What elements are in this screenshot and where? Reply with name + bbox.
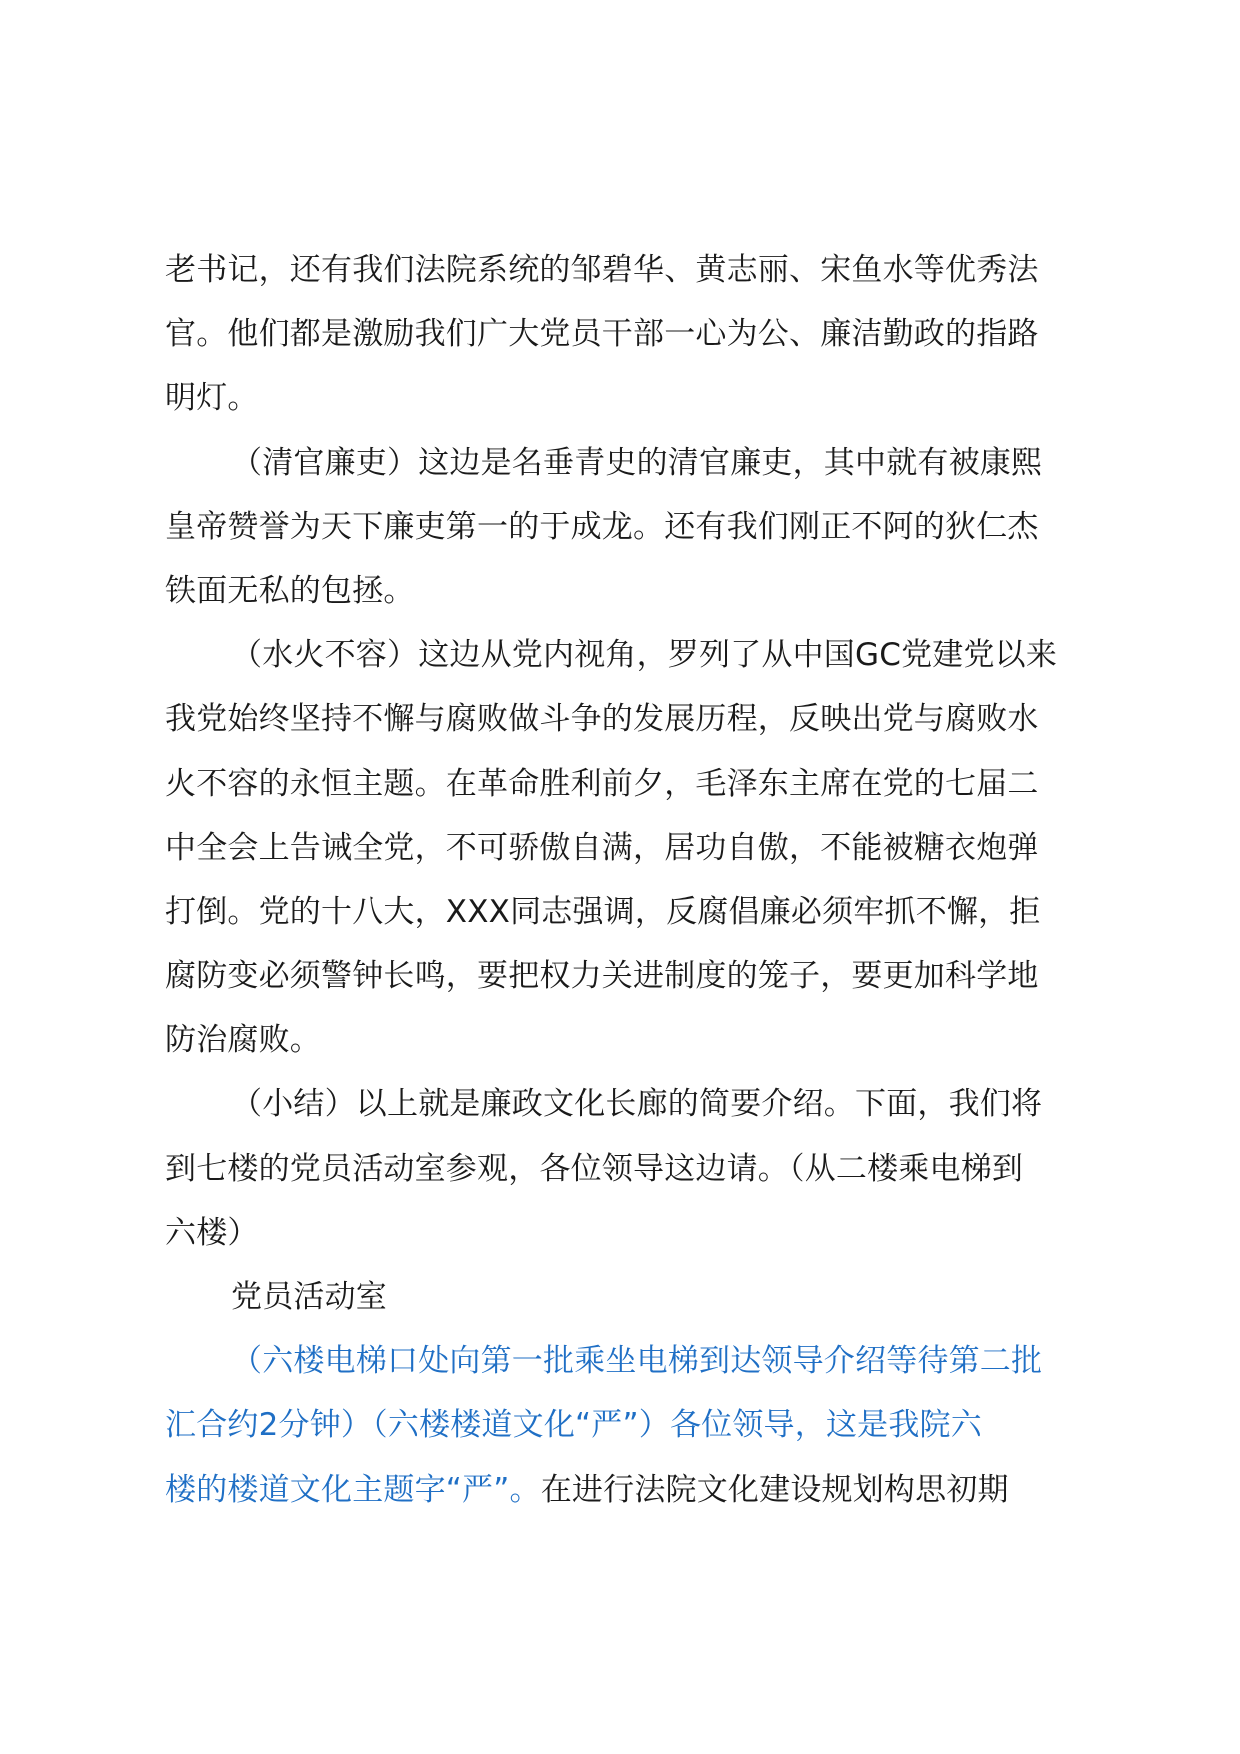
paragraph-model-figures-line-1: 老书记，还有我们法院系统的邹碧华、黄志丽、宋鱼水等优秀法 [165, 252, 1039, 288]
paragraph-summary-line-1: （小结）以上就是廉政文化长廊的简要介绍。下面，我们将 [231, 1086, 1043, 1123]
paragraph-incompatible-line-6: 腐防变必须警钟长鸣，要把权力关进制度的笼子，要更加科学地 [165, 958, 1039, 995]
paragraph-incompatible-line-3: 火不容的永恒主题。在革命胜利前夕，毛泽东主席在党的七届二 [165, 765, 1039, 802]
blue-paragraph-line-3-black-part: 在进行法院文化建设规划构思初期 [540, 1471, 1009, 1508]
paragraph-summary-line-2: 到七楼的党员活动室参观，各位领导这边请。（从二楼乘电梯到 [165, 1150, 1024, 1187]
paragraph-honest-officials-line-2: 皇帝赞誉为天下廉吏第一的于成龙。还有我们刚正不阿的狄仁杰 [165, 508, 1039, 545]
blue-paragraph-line-2: 汇合约2分钟）（六楼楼道文化“严”）各位领导，这是我院六 [165, 1407, 982, 1444]
blue-paragraph-line-1: （六楼电梯口处向第一批乘坐电梯到达领导介绍等待第二批 [231, 1343, 1043, 1380]
blue-paragraph-line-3 [165, 1458, 1110, 1522]
paragraph-incompatible-line-2: 我党始终坚持不懈与腐败做斗争的发展历程，反映出党与腐败水 [165, 701, 1039, 738]
paragraph-honest-officials-line-3: 铁面无私的包拯。 [165, 572, 415, 609]
paragraph-model-figures-line-3: 明灯。 [165, 380, 259, 417]
paragraph-incompatible-line-5: 打倒。党的十八大，XXX同志强调，反腐倡廉必须牢抓不懈，拒 [165, 893, 1041, 930]
paragraph-incompatible-line-4: 中全会上告诫全党，不可骄傲自满，居功自傲，不能被糖衣炮弹 [165, 829, 1039, 866]
paragraph-incompatible-line-1: （水火不容）这边从党内视角，罗列了从中国GC党建党以来 [231, 637, 1058, 674]
paragraph-summary-line-3: 六楼） [165, 1214, 259, 1251]
paragraph-model-figures-line-2: 官。他们都是激励我们广大党员干部一心为公、廉洁勤政的指路 [165, 316, 1039, 353]
blue-paragraph-line-3-blue-part: 楼的楼道文化主题字“严”。 [165, 1471, 541, 1508]
section-heading: 党员活动室 [231, 1279, 387, 1315]
paragraph-honest-officials-line-1: （清官廉吏）这边是名垂青史的清官廉吏，其中就有被康熙 [231, 444, 1043, 481]
document-body [165, 238, 1110, 1522]
paragraph-incompatible-line-7: 防治腐败。 [165, 1022, 321, 1059]
